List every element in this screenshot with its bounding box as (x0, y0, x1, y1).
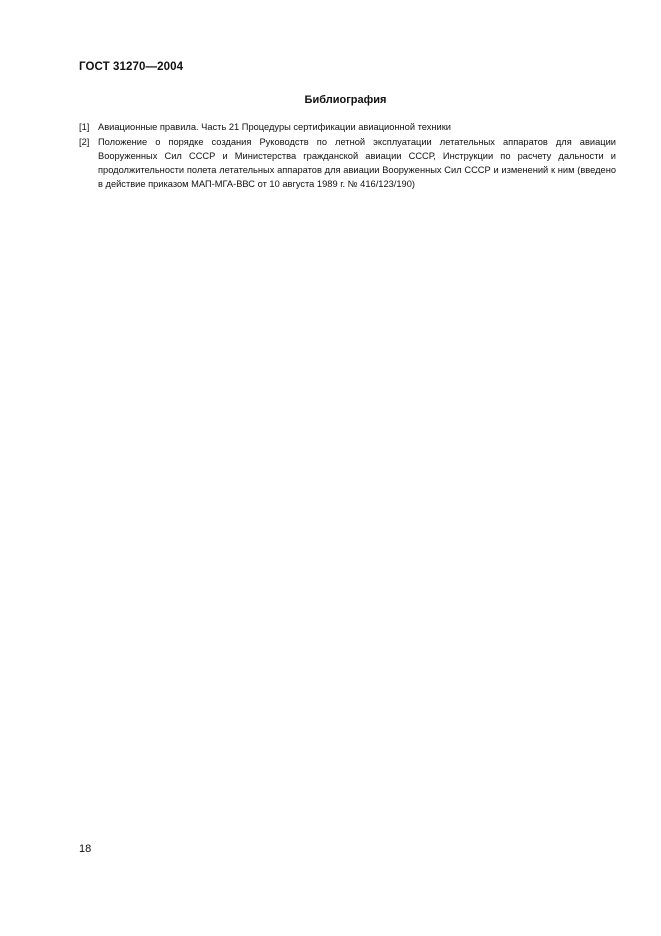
bibliography-item-text: Авиационные правила. Часть 21 Процедуры сертификации авиационной техники (98, 122, 451, 132)
document-code: ГОСТ 31270—2004 (79, 61, 184, 73)
bibliography-list (79, 120, 616, 192)
bibliography-item-2 (79, 135, 616, 191)
section-title: Библиография (304, 94, 387, 106)
page-number: 18 (79, 843, 92, 855)
bibliography-item-number: [2] (79, 137, 90, 147)
bibliography-item-number: [1] (79, 122, 90, 132)
bibliography-item-text: Положение о порядке создания Руководств по летной эксплуатации летательных аппаратов для авиации Вооруженных Сил СССР и Министерства гражданской авиации СССР, Инструкции по расчету дальности и продолжительности полета летательных аппаратов для авиации Вооруженных Сил СССР и изменений к ним (введено в действие приказом МАП-МГА-ВВС от 10 августа 1989 г. № 416/123/190) (98, 137, 616, 189)
bibliography-item-1 (79, 120, 616, 134)
